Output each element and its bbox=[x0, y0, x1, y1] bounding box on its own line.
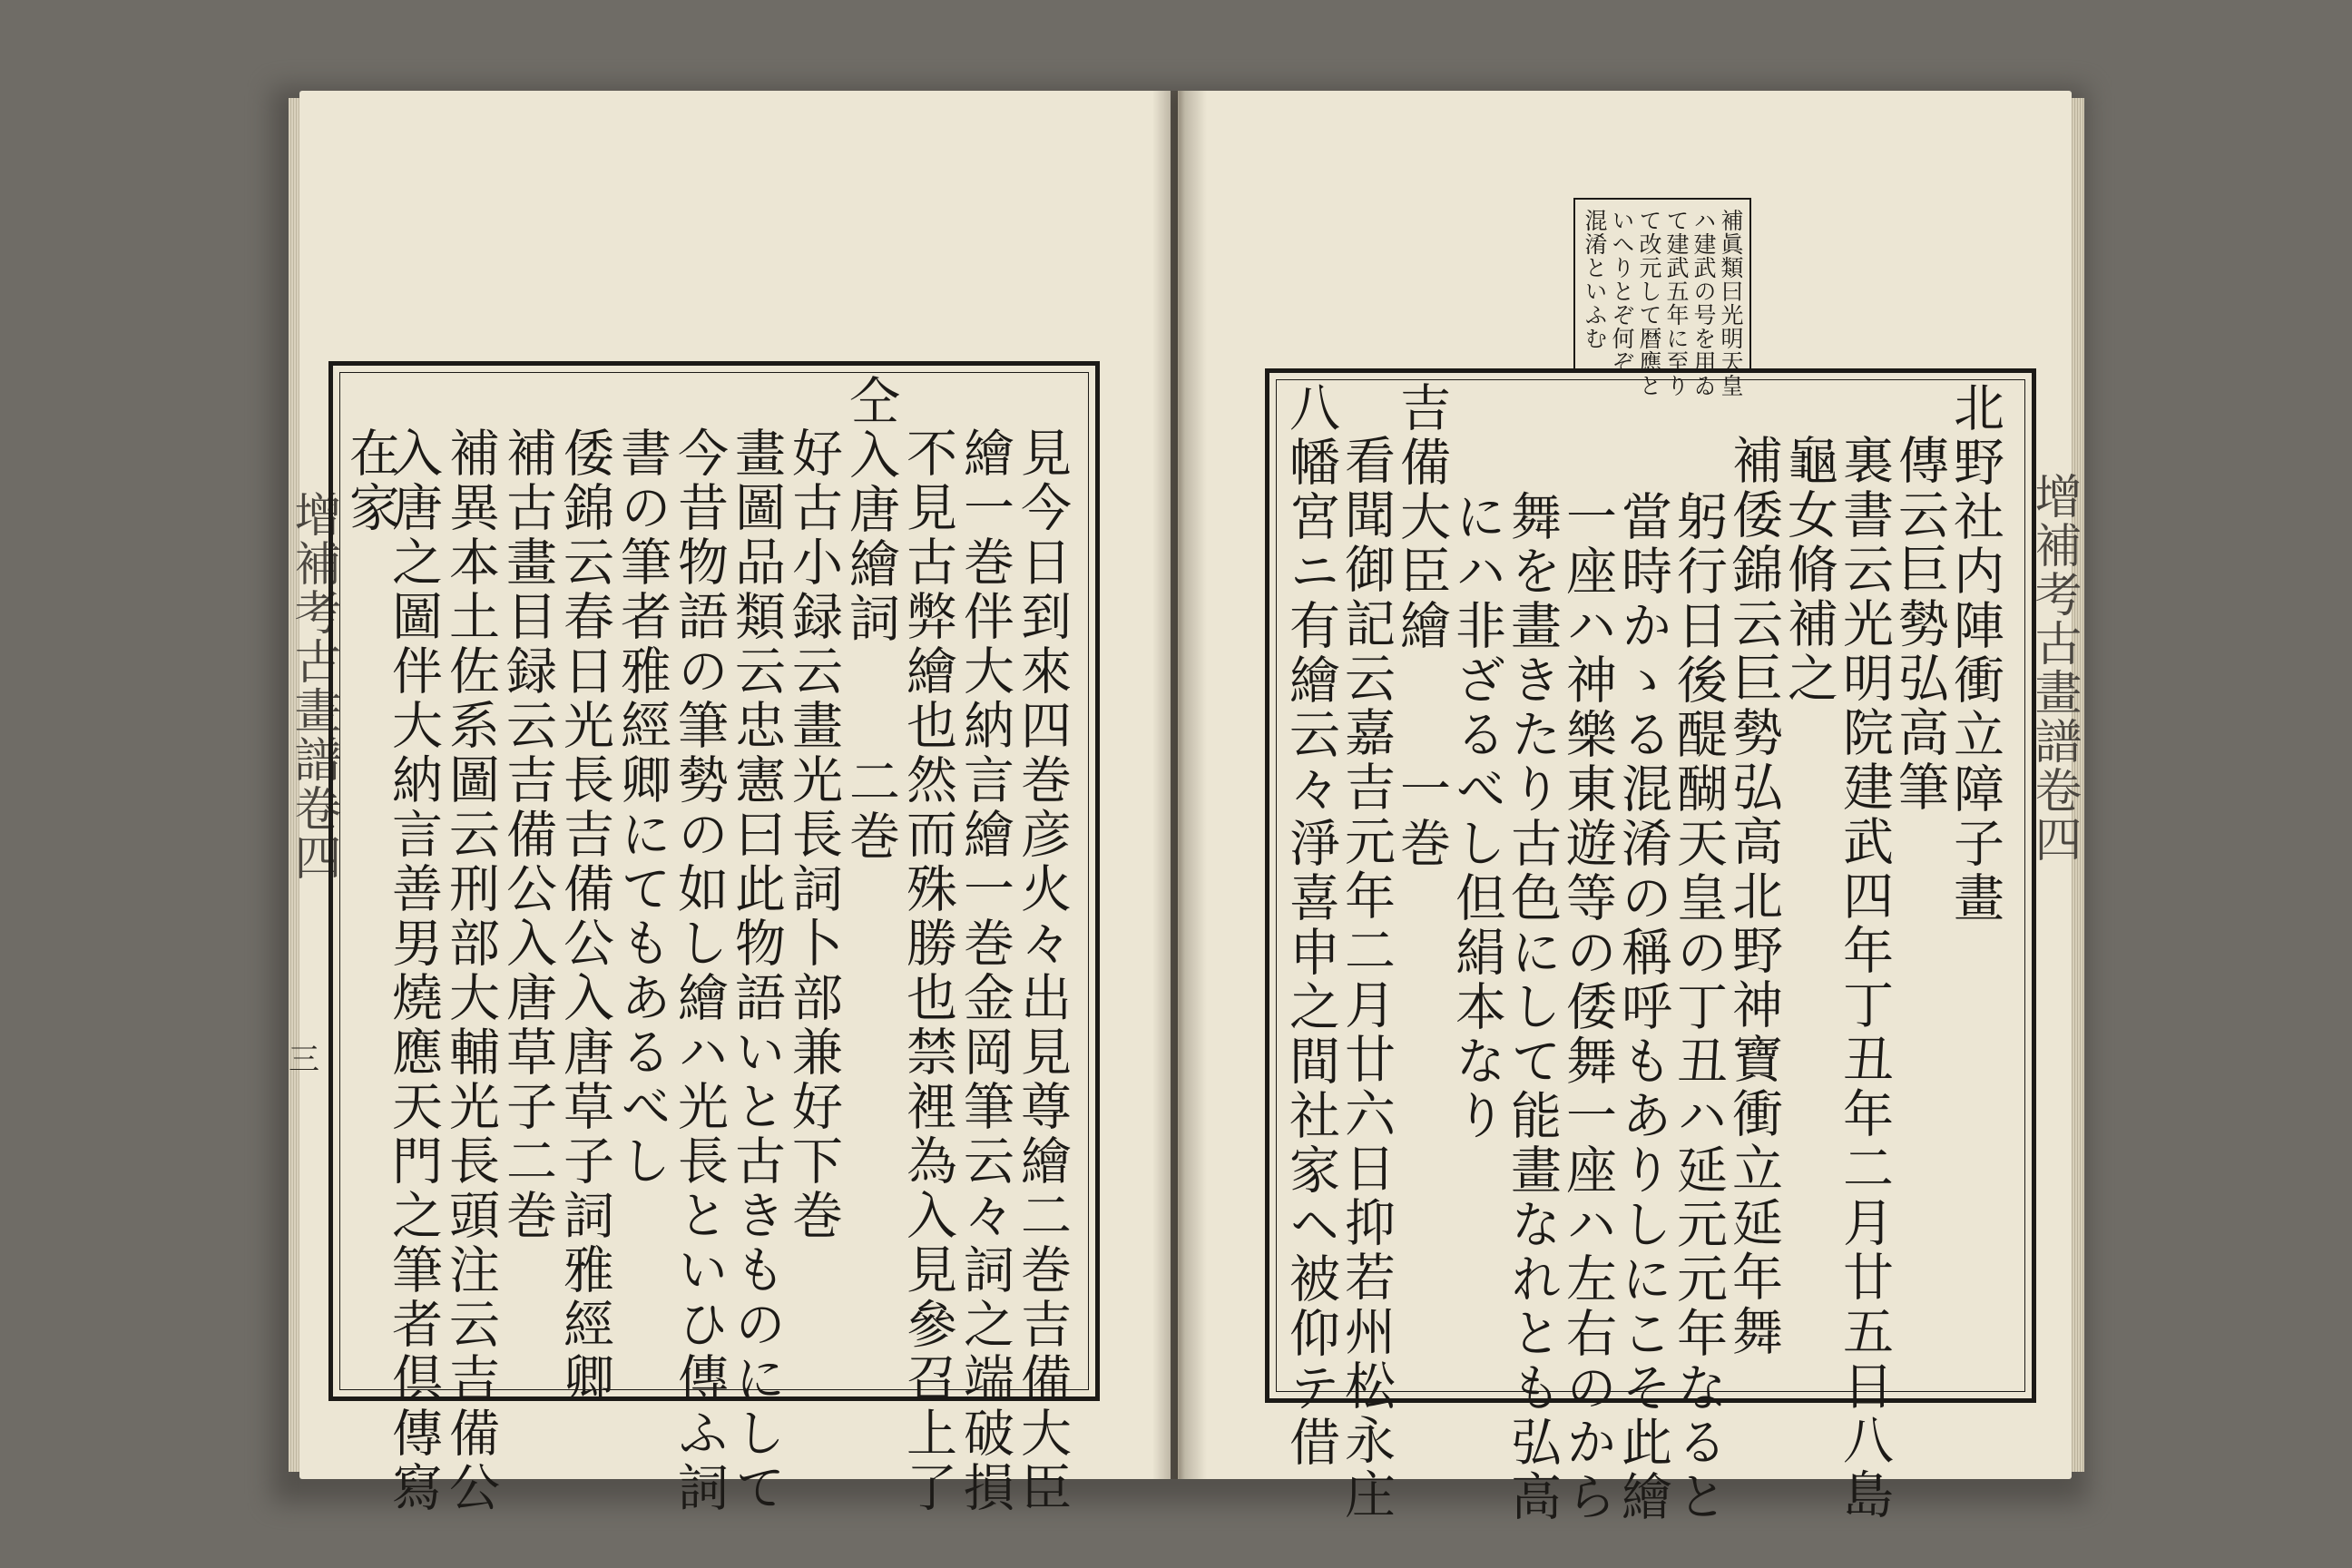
left-text-column: 倭錦云春日光長吉備公入唐草子詞雅經卿 bbox=[555, 426, 614, 1406]
left-text-column: 畫圖品類云忠憲曰此物語いと古きものにして bbox=[727, 426, 786, 1515]
right-text-column: 補倭錦云巨勢弘高北野神寶衝立延年舞 bbox=[1724, 434, 1783, 1359]
headnote-line: 補眞類曰光明天皇 bbox=[1718, 209, 1744, 397]
right-text-column: 當時かゝる混淆の稱呼もありしにこそ此繪 bbox=[1613, 490, 1672, 1524]
left-text-column: 好古小録云畫光長詞卜部兼好下巻 bbox=[784, 426, 843, 1243]
right-text-column: 傳云巨勢弘高筆 bbox=[1890, 434, 1949, 815]
left-text-column: 見今日到來四巻彦火々出見尊繪二巻吉備大臣 bbox=[1013, 426, 1072, 1515]
left-text-column: 仝入唐繪詞 二巻 bbox=[841, 374, 900, 864]
left-running-head: 增補考古畫譜卷四 bbox=[286, 490, 340, 882]
right-text-column: 看聞御記云嘉吉元年二月廿六日抑若州松永庄 bbox=[1337, 434, 1396, 1523]
right-text-column: 八幡宮ニ有繪云々淨喜申之間社家ヘ被仰テ借 bbox=[1281, 381, 1340, 1470]
right-text-column: 龜女脩補之 bbox=[1779, 434, 1838, 706]
headnote-line: て改元して暦應と bbox=[1636, 209, 1662, 397]
right-text-column: 吉備大臣繪 一巻 bbox=[1392, 381, 1451, 871]
headnote-line: ハ建武の号を用ゐ bbox=[1690, 209, 1717, 397]
folio-number: 三 bbox=[289, 1042, 319, 1078]
right-text-column: 一座ハ神樂東遊等の倭舞一座ハ左右のから bbox=[1558, 490, 1617, 1524]
headnote-box bbox=[1573, 198, 1751, 397]
left-text-column: 書の筆者雅經卿にてもあるべし bbox=[612, 426, 671, 1189]
headnote-line: て建武五年に至り bbox=[1663, 209, 1690, 397]
left-text-column: 入唐之圖伴大納言善男燒應天門之筆者倶傳寫 bbox=[384, 426, 443, 1515]
left-text-column: 繪一巻伴大納言繪一巻金岡筆云々詞之端破損 bbox=[956, 426, 1014, 1515]
left-text-column: 補古畫目録云吉備公入唐草子二巻 bbox=[498, 426, 557, 1243]
right-text-column: 舞を畫きたり古色にして能畫なれとも弘高 bbox=[1503, 490, 1562, 1524]
headnote-line: いへりとぞ何ぞ bbox=[1609, 209, 1635, 374]
right-text-column: にハ非ざるべし但絹本なり bbox=[1447, 490, 1506, 1143]
headnote-line: 混淆といふむ bbox=[1582, 209, 1608, 350]
right-text-column: 躬行日後醍醐天皇の丁丑ハ延元元年なると bbox=[1669, 490, 1728, 1524]
right-running-head: 增補考古畫譜卷四 bbox=[2026, 472, 2081, 864]
book-gutter bbox=[1152, 91, 1207, 1479]
right-text-column: 北野社内陣衝立障子畫 bbox=[1945, 381, 2004, 926]
right-text-column: 裏書云光明院建武四年丁丑年二月廿五日八島 bbox=[1835, 434, 1894, 1523]
left-text-column: 在家 bbox=[341, 426, 400, 535]
left-text-column: 補異本土佐系圖云刑部大輔光長頭注云吉備公 bbox=[441, 426, 500, 1515]
left-text-column: 今昔物語の筆勢の如し繪ハ光長といひ傳ふ詞 bbox=[670, 426, 729, 1515]
left-text-column: 不見古弊繪也然而殊勝也禁裡為入見參召上了 bbox=[898, 426, 957, 1515]
